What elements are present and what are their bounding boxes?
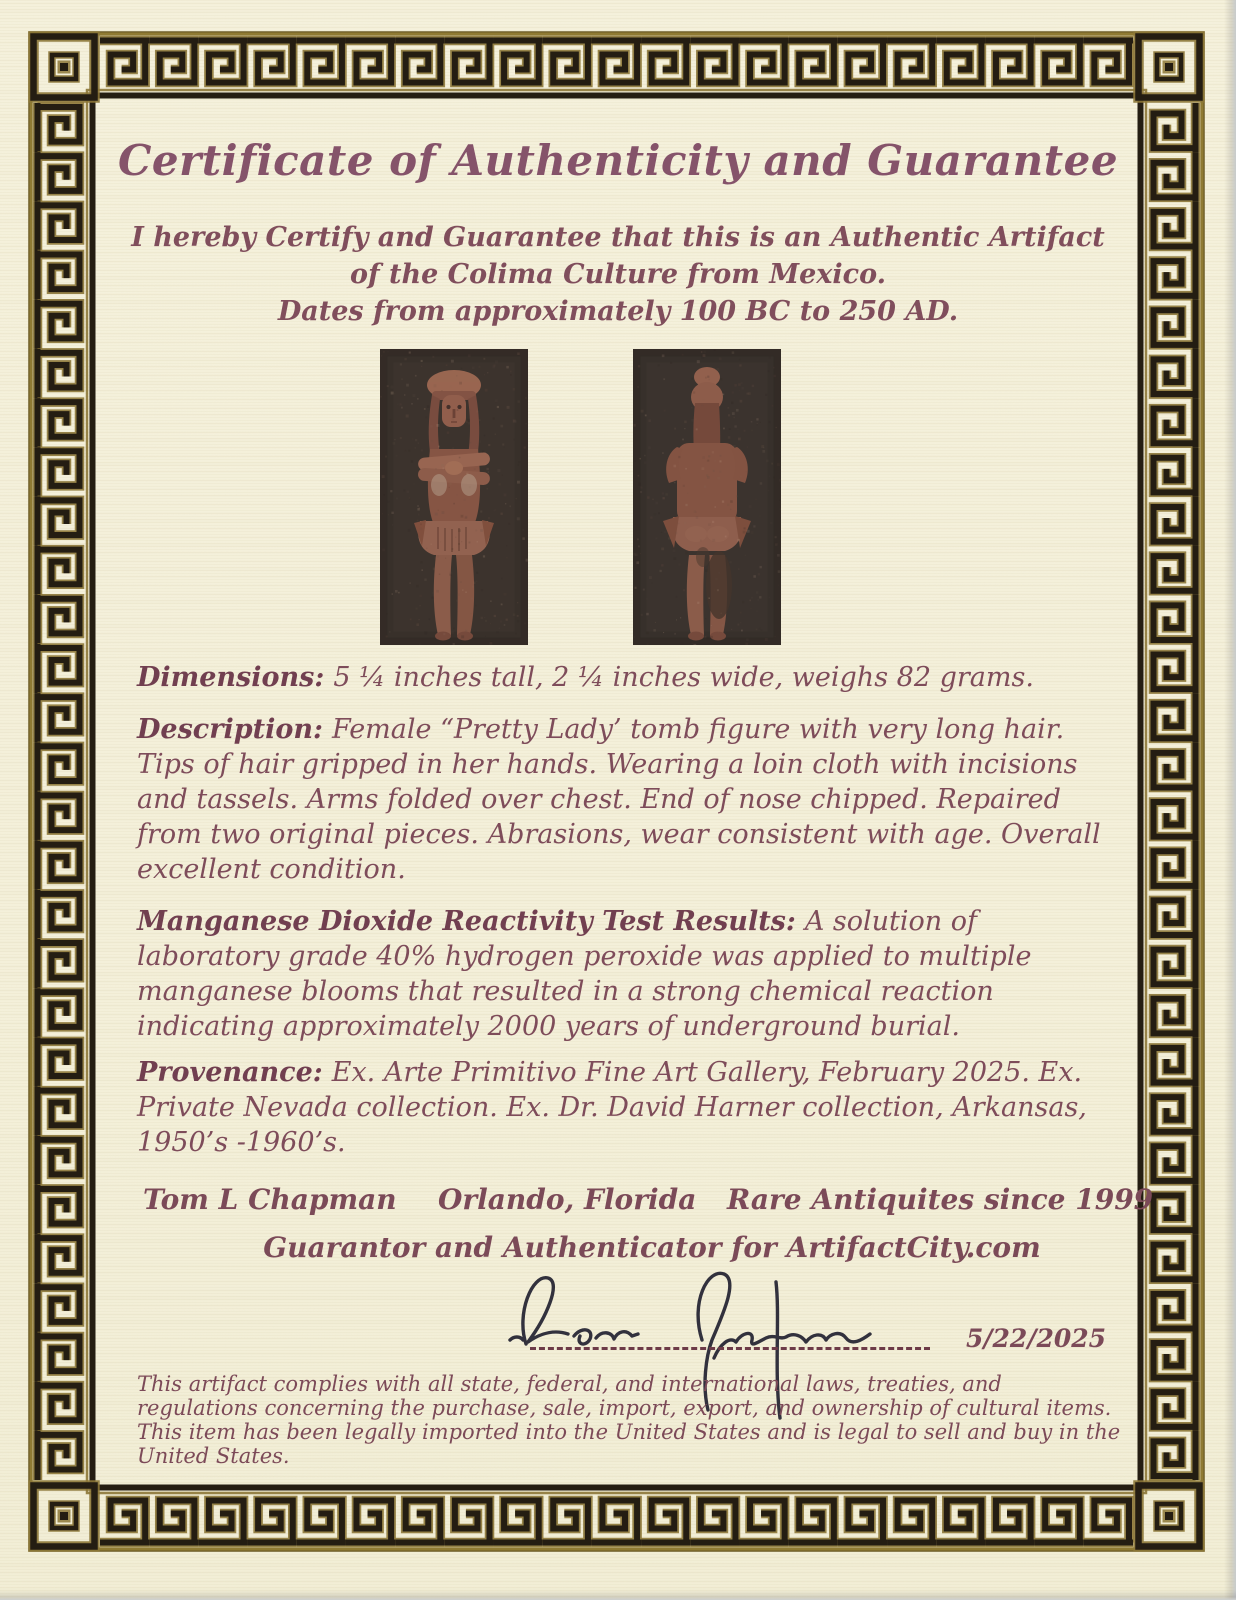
dimensions-label: Dimensions: bbox=[137, 662, 325, 693]
artifact-back-figure bbox=[633, 349, 781, 645]
intro-line-2: of the Colima Culture from Mexico. bbox=[349, 259, 887, 290]
signer-tagline: Rare Antiquites since 1999 bbox=[727, 1183, 1154, 1216]
description-text: Female “Pretty Lady’ tomb figure with very long hair. Tips of hair gripped in her hands. Wearing a loin cloth with incisions and tassels. Arms folded over chest. End of nose chipped. Repaired from two original pieces. Abrasions, wear consistent with age. Overall excellent condition. bbox=[137, 714, 1101, 885]
provenance-label: Provenance: bbox=[137, 1057, 323, 1088]
provenance-text: Ex. Arte Primitivo Fine Art Gallery, February 2025. Ex. Private Nevada collection. Ex. Dr. David Harner collection, Arkansas, 1950’s -1960’s. bbox=[137, 1057, 1087, 1158]
provenance-paragraph bbox=[137, 1055, 1113, 1160]
intro-block bbox=[60, 219, 1176, 330]
description-label: Description: bbox=[137, 714, 323, 745]
artifact-photo-back bbox=[633, 349, 781, 645]
dimensions-text: 5 ¼ inches tall, 2 ¼ inches wide, weighs 82 grams. bbox=[333, 662, 1034, 693]
guarantor-role-line: Guarantor and Authenticator for ArtifactCity.com bbox=[263, 1231, 1041, 1264]
manganese-test-text: A solution of laboratory grade 40% hydrogen peroxide was applied to multiple manganese blooms that resulted in a strong chemical reaction indicating approximately 2000 years of underground burial. bbox=[137, 906, 1032, 1042]
dimensions-paragraph bbox=[137, 660, 1113, 695]
signer-location: Orlando, Florida bbox=[438, 1183, 697, 1216]
manganese-test-label: Manganese Dioxide Reactivity Test Results: bbox=[137, 906, 796, 937]
manganese-test-paragraph bbox=[137, 904, 1113, 1044]
signer-name: Tom L Chapman bbox=[143, 1183, 397, 1216]
certificate-title: Certificate of Authenticity and Guarantee bbox=[117, 136, 1119, 185]
intro-line-3: Dates from approximately 100 BC to 250 AD. bbox=[277, 296, 959, 327]
scan-edge-bottom bbox=[0, 1590, 1236, 1600]
legal-footer: This artifact complies with all state, federal, and international laws, treaties, and regulations concerning the purchase, sale, import, export, and ownership of cultural items. This item has been legally imported into the United States and is legal to sell and buy in the United States. bbox=[137, 1372, 1121, 1468]
signature-line bbox=[530, 1331, 930, 1350]
intro-line-1: I hereby Certify and Guarantee that this is an Authentic Artifact bbox=[131, 222, 1105, 253]
description-paragraph bbox=[137, 712, 1113, 887]
artifact-front-figure bbox=[380, 349, 528, 645]
signature-date: 5/22/2025 bbox=[966, 1324, 1107, 1353]
scan-edge-right bbox=[1224, 0, 1236, 1600]
artifact-photo-front bbox=[380, 349, 528, 645]
